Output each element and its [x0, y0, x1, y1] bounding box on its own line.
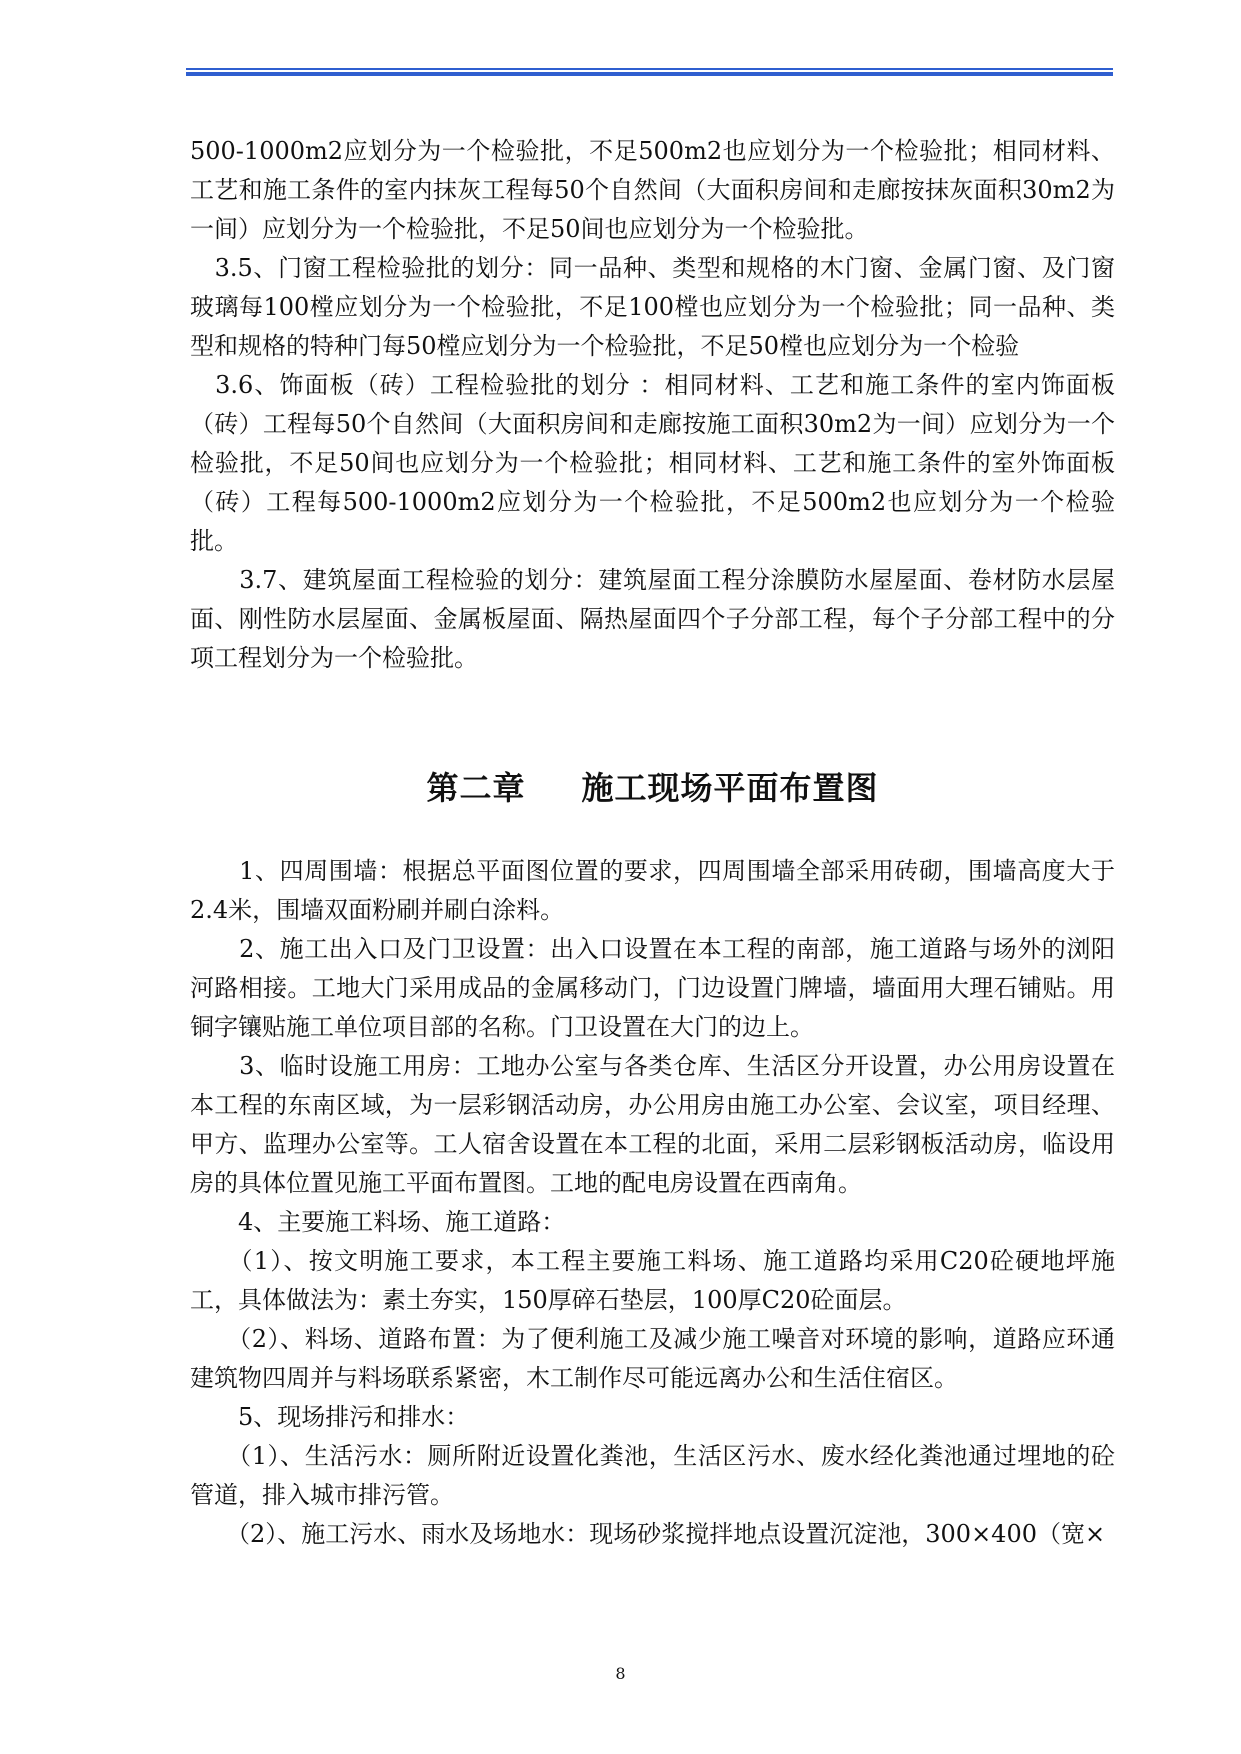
paragraph: 500-1000m2应划分为一个检验批，不足500m2也应划分为一个检验批；相同材料、工艺和施工条件的室内抹灰工程每50个自然间（大面积房间和走廊按抹灰面积30m2为一间）应划分为一个检验批，不足50间也应划分为一个检验批。 — [190, 137, 1115, 243]
section-inspection-batches — [190, 132, 1115, 678]
chapter-title: 施工现场平面布置图 — [581, 769, 879, 807]
paragraph: 3.7、建筑屋面工程检验的划分：建筑屋面工程分涂膜防水屋屋面、卷材防水层屋面、刚性防水层屋面、金属板屋面、隔热屋面四个子分部工程，每个子分部工程中的分项工程划分为一个检验批。 — [190, 566, 1115, 672]
page-number: 8 — [615, 1664, 626, 1683]
paragraph: 2、施工出入口及门卫设置：出入口设置在本工程的南部，施工道路与场外的浏阳河路相接。工地大门采用成品的金属移动门，门边设置门牌墙，墙面用大理石铺贴。用铜字镶贴施工单位项目部的名称。门卫设置在大门的边上。 — [190, 935, 1115, 1041]
paragraph: 1、四周围墙：根据总平面图位置的要求，四周围墙全部采用砖砌，围墙高度大于2.4米，围墙双面粉刷并刷白涂料。 — [190, 857, 1115, 924]
header-rule-thick — [186, 72, 1113, 76]
chapter-heading — [190, 768, 1115, 808]
header-rule — [186, 68, 1113, 76]
header-rule-thin — [186, 68, 1113, 70]
paragraph: 5、现场排污和排水： — [190, 1403, 470, 1431]
paragraph: （2）、施工污水、雨水及场地水：现场砂浆搅拌地点设置沉淀池，300×400（宽× — [190, 1520, 1106, 1548]
paragraph: （2）、料场、道路布置：为了便利施工及减少施工噪音对环境的影响，道路应环通建筑物四周并与料场联系紧密，木工制作尽可能远离办公和生活住宿区。 — [190, 1325, 1115, 1392]
paragraph: 3.5、门窗工程检验批的划分：同一品种、类型和规格的木门窗、金属门窗、及门窗玻璃每100樘应划分为一个检验批，不足100樘也应划分为一个检验批；同一品种、类型和规格的特种门每50樘应划分为一个检验批，不足50樘也应划分为一个检验 — [190, 254, 1115, 360]
paragraph: 4、主要施工料场、施工道路： — [190, 1208, 566, 1236]
paragraph: （1）、生活污水：厕所附近设置化粪池，生活区污水、废水经化粪池通过埋地的砼管道，排入城市排污管。 — [190, 1442, 1115, 1509]
section-site-layout — [190, 852, 1115, 1554]
chapter-number: 第二章 — [426, 769, 526, 807]
paragraph: （1）、按文明施工要求，本工程主要施工料场、施工道路均采用C20砼硬地坪施工，具体做法为：素土夯实，150厚碎石垫层，100厚C20砼面层。 — [190, 1247, 1115, 1314]
paragraph: 3、临时设施工用房：工地办公室与各类仓库、生活区分开设置，办公用房设置在本工程的东南区域，为一层彩钢活动房，办公用房由施工办公室、会议室，项目经理、甲方、监理办公室等。工人宿舍设置在本工程的北面，采用二层彩钢板活动房，临设用房的具体位置见施工平面布置图。工地的配电房设置在西南角。 — [190, 1052, 1115, 1197]
paragraph: 3.6、饰面板（砖）工程检验批的划分 ：相同材料、工艺和施工条件的室内饰面板（砖）工程每50个自然间（大面积房间和走廊按施工面积30m2为一间）应划分为一个检验批，不足50间也应划分为一个检验批；相同材料、工艺和施工条件的室外饰面板（砖）工程每500-1000m2应划分为一个检验批，不足500m2也应划分为一个检验批。 — [190, 371, 1115, 555]
